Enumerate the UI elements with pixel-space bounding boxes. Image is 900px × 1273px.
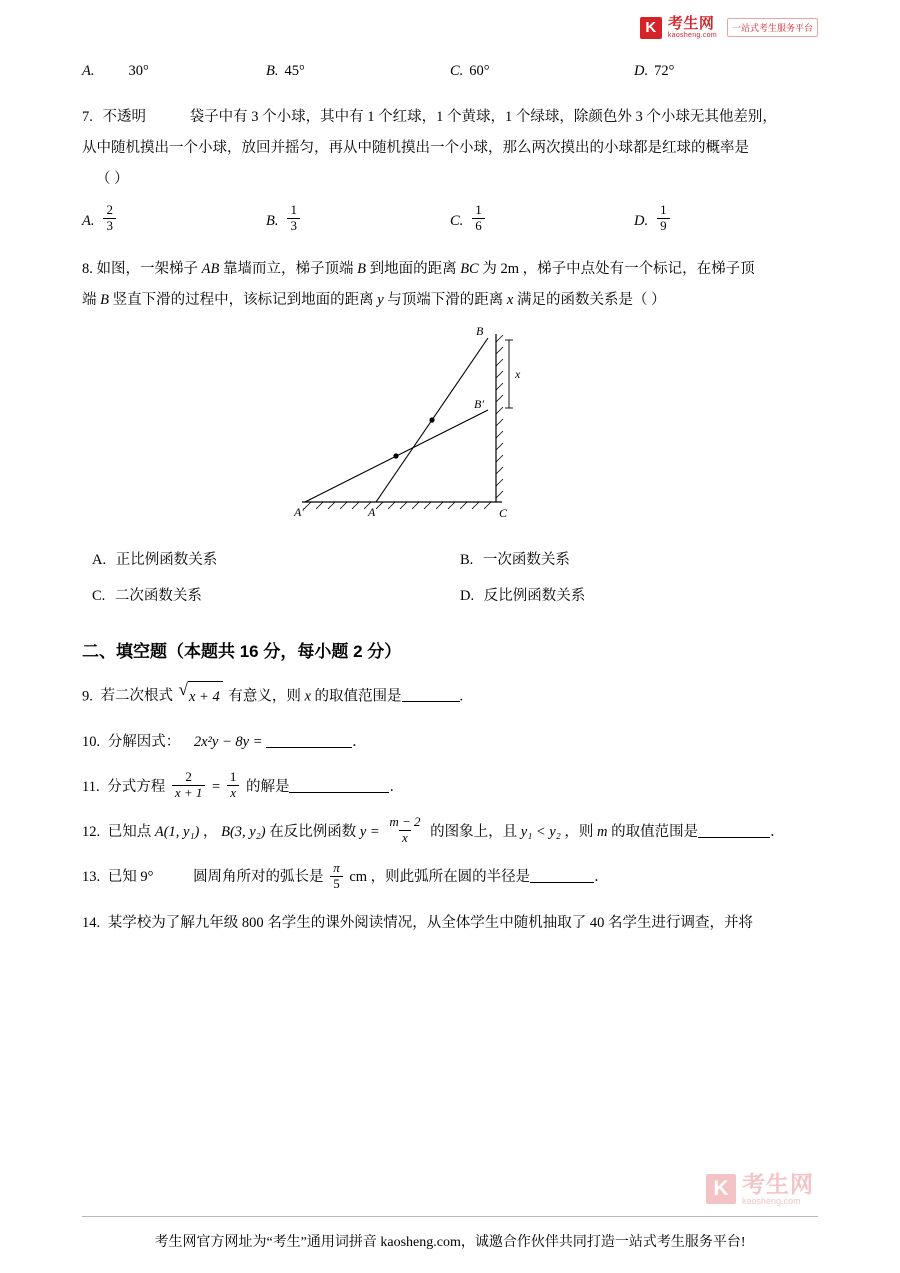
q6-option-b [266, 58, 450, 86]
watermark-text [742, 1172, 814, 1207]
q11-line [82, 769, 818, 803]
q8-option-b-text: 一次函数关系 [482, 552, 570, 569]
q14-line [82, 908, 818, 939]
q6-option-c-text: 60° [469, 63, 490, 79]
q12-numerator: m − 2 [389, 814, 421, 830]
q13-denominator: 5 [330, 876, 343, 892]
q7-number: 7. [82, 108, 93, 125]
q10-number: 10. [82, 733, 101, 750]
q13-fraction [330, 861, 343, 892]
svg-text:B: B [476, 324, 484, 339]
q12-var-m: m [597, 824, 608, 841]
q13-number: 13. [82, 869, 101, 886]
q7-line-2: 从中随机摸出一个小球，放回并摇匀，再从中随机摸出一个小球，那么两次摸出的小球都是红球的概率是 [82, 139, 749, 156]
q12-text-f: ． [770, 824, 785, 841]
q7-option-d-fraction [657, 203, 670, 234]
q6-option-b-label: B. [266, 63, 279, 79]
q9-sqrt [179, 681, 223, 713]
watermark-mark-icon: K [706, 1174, 736, 1204]
svg-text:A′: A′ [294, 505, 304, 520]
logo-mark-icon: K [640, 17, 662, 39]
q7-option-b-fraction [287, 203, 300, 234]
q12-inequality: y₁ < y₂ [520, 824, 561, 841]
ladder-diagram-svg [280, 324, 620, 539]
q12-answer-blank[interactable] [698, 823, 770, 839]
q7-line-1 [82, 102, 818, 133]
q11-left-numerator: 2 [185, 769, 192, 785]
q7-option-a-fraction [103, 203, 116, 234]
logo-subtitle: kaosheng.com [667, 31, 717, 39]
q12-text-a: 已知点 [107, 824, 152, 841]
q8-text-a: 如图，一架梯子 [96, 260, 198, 277]
q7-text-b: 袋子中有 3 个小球，其中有 1 个红球，1 个黄球，1 个绿球，除颜色外 3 个小球无其他差别， [189, 108, 777, 125]
q12-comma: ， [203, 824, 218, 841]
q9-text-a: 若二次根式 [100, 688, 173, 705]
q8-option-c-label: C. [92, 587, 106, 604]
q8-option-a [82, 547, 450, 575]
q7-option-d-numerator: 1 [660, 202, 667, 218]
q7-option-a-numerator: 2 [106, 202, 113, 218]
q8-text-i: 满足的函数关系是（ ） [516, 292, 666, 309]
q11-text-c: ． [389, 779, 404, 796]
q8-option-c [82, 583, 450, 611]
q7-option-a-label: A. [82, 213, 95, 230]
q8-option-b [450, 547, 818, 575]
radical-icon: √ [178, 679, 188, 699]
q14-number: 14. [82, 914, 101, 931]
q11-fraction-right [227, 770, 240, 801]
q9-number: 9. [82, 688, 93, 705]
watermark-subtitle: kaosheng.com [742, 1196, 801, 1207]
q13-value-9deg: 9° [140, 869, 154, 886]
q12-fraction [386, 815, 423, 846]
q7-options [82, 202, 818, 236]
q8-option-d [450, 583, 818, 611]
q12-func-lhs: y = [359, 824, 380, 841]
q8-ladder-figure [280, 324, 620, 539]
q11-equals: = [212, 779, 221, 796]
question-9 [82, 681, 818, 713]
q8-text-c: 到地面的距离 [369, 260, 457, 277]
svg-text:C: C [499, 506, 508, 521]
q7-option-b-denominator: 3 [287, 218, 300, 234]
q8-text-g: 竖直下滑的过程中，该标记到地面的距离 [112, 292, 374, 309]
svg-text:B′: B′ [474, 397, 484, 412]
q8-text-f: 端 [82, 292, 97, 309]
q8-var-x: x [506, 292, 514, 309]
q6-option-d-text: 72° [654, 63, 675, 79]
q8-option-d-text: 反比例函数关系 [483, 587, 586, 604]
q8-options-row-1 [82, 547, 818, 575]
section-2-title: 二、填空题（本题共 16 分，每小题 2 分） [82, 642, 402, 662]
q13-text-a: 已知 [107, 869, 137, 886]
q12-number: 12. [82, 824, 101, 841]
q11-right-numerator: 1 [229, 769, 237, 785]
q7-option-b-label: B. [266, 213, 279, 230]
q7-option-c-denominator: 6 [472, 218, 485, 234]
q7-option-d-denominator: 9 [657, 218, 670, 234]
page-footer: 考生网官方网址为“考生”通用词拼音 kaosheng.com，诚邀合作伙伴共同打造一站式考生服务平台! [154, 1235, 746, 1250]
q7-option-c [450, 202, 634, 236]
q10-text-a: 分解因式： [107, 733, 181, 750]
logo-title: 考生网 [667, 15, 715, 32]
q7-option-d-label: D. [634, 213, 649, 230]
q11-left-denominator: x + 1 [172, 785, 206, 801]
q12-text-d: ，则 [564, 824, 594, 841]
q14-text: 某学校为了解九年级 800 名学生的课外阅读情况，从全体学生中随机抽取了 40 名学生进行调查，并将 [107, 914, 753, 931]
question-11 [82, 769, 818, 803]
q9-radicand: x + 4 [188, 681, 223, 713]
q12-text-b: 在反比例函数 [269, 824, 357, 841]
q12-text-c: 的图象上，且 [430, 824, 518, 841]
q11-text-b: 的解是 [245, 779, 290, 796]
q11-fraction-left [172, 770, 206, 801]
q6-option-c-label: C. [450, 63, 464, 79]
q7-option-c-numerator: 1 [475, 202, 482, 218]
q9-line [82, 681, 818, 713]
q11-number: 11. [82, 779, 100, 796]
q7-line-3: （ ） [96, 170, 129, 187]
q8-option-a-label: A. [92, 552, 107, 569]
q8-option-a-text: 正比例函数关系 [115, 552, 218, 569]
q7-text-a: 不透明 [102, 108, 146, 125]
q8-line-1 [82, 254, 818, 285]
question-8 [82, 254, 818, 610]
q6-option-a-label: A. [82, 63, 95, 79]
q8-option-b-label: B. [460, 552, 474, 569]
question-10 [82, 727, 818, 758]
document-content [82, 0, 818, 939]
q13-text-b: 圆周角所对的弧长是 [193, 869, 324, 886]
q9-text-d: . [459, 688, 464, 705]
q8-text-e: ，梯子中点处有一个标记，在梯子顶 [522, 260, 755, 277]
q7-option-c-label: C. [450, 213, 464, 230]
q12-point-b: B(3, y₂) [221, 824, 266, 841]
q8-text-d: 为 [482, 260, 497, 277]
q13-numerator: π [333, 859, 340, 875]
q7-option-a-denominator: 3 [103, 218, 116, 234]
q8-number: 8. [82, 260, 93, 277]
question-7 [82, 102, 818, 236]
q13-text-c: ，则此弧所在圆的半径是 [370, 869, 531, 886]
q8-option-c-text: 二次函数关系 [114, 587, 202, 604]
q8-var-y: y [377, 292, 384, 309]
question-13 [82, 859, 818, 893]
q13-line [82, 859, 818, 893]
q7-option-c-fraction [472, 203, 485, 234]
question-12 [82, 814, 818, 848]
q6-option-d-label: D. [634, 63, 649, 79]
q13-answer-blank[interactable] [530, 868, 594, 884]
q13-unit: cm [349, 869, 368, 886]
q8-line-2 [82, 285, 818, 316]
q12-text-e: 的取值范围是 [611, 824, 699, 841]
q10-line [82, 727, 818, 758]
q7-option-b [266, 202, 450, 236]
q11-answer-blank[interactable] [289, 778, 389, 794]
q8-value-2m: 2m [500, 260, 520, 277]
q6-option-a [82, 58, 266, 86]
q7-option-a [82, 202, 266, 236]
footer-divider [82, 1216, 818, 1217]
svg-text:A: A [368, 505, 376, 520]
svg-text:x: x [515, 367, 521, 382]
q9-answer-blank[interactable] [402, 687, 460, 703]
q8-var-bc: BC [460, 260, 479, 277]
q8-var-b2: B [100, 292, 109, 309]
q12-line [82, 814, 818, 848]
page-watermark [706, 1172, 814, 1207]
q6-options [82, 58, 818, 86]
q11-right-denominator: x [227, 785, 239, 801]
q8-option-d-label: D. [460, 587, 475, 604]
logo-tagline: 一站式考生服务平台 [727, 18, 818, 37]
q7-option-d [634, 202, 818, 236]
q10-answer-blank[interactable] [266, 732, 352, 748]
q10-text-b: ． [352, 733, 367, 750]
q12-point-a: A(1, y₁) [154, 824, 200, 841]
q6-option-b-text: 45° [284, 63, 305, 79]
q7-option-b-numerator: 1 [290, 202, 297, 218]
q6-option-c [450, 58, 634, 86]
q6-option-a-text: 30° [128, 63, 149, 79]
q12-denominator: x [399, 830, 411, 846]
q13-text-d: ． [594, 869, 609, 886]
q8-var-b: B [357, 260, 366, 277]
q9-text-b: 有意义，则 [228, 688, 301, 705]
watermark-title: 考生网 [742, 1170, 814, 1197]
q6-option-d [634, 58, 818, 86]
q8-options-row-2 [82, 583, 818, 611]
q9-text-c: 的取值范围是 [314, 688, 402, 705]
question-14 [82, 908, 818, 939]
q8-var-ab: AB [201, 260, 220, 277]
q11-text-a: 分式方程 [107, 779, 166, 796]
q9-var-x: x [304, 688, 311, 705]
q8-text-h: 与顶端下滑的距离 [387, 292, 504, 309]
q10-expression: 2x²y − 8y = [193, 733, 263, 750]
q8-text-b: 靠墙而立，梯子顶端 [222, 260, 354, 277]
